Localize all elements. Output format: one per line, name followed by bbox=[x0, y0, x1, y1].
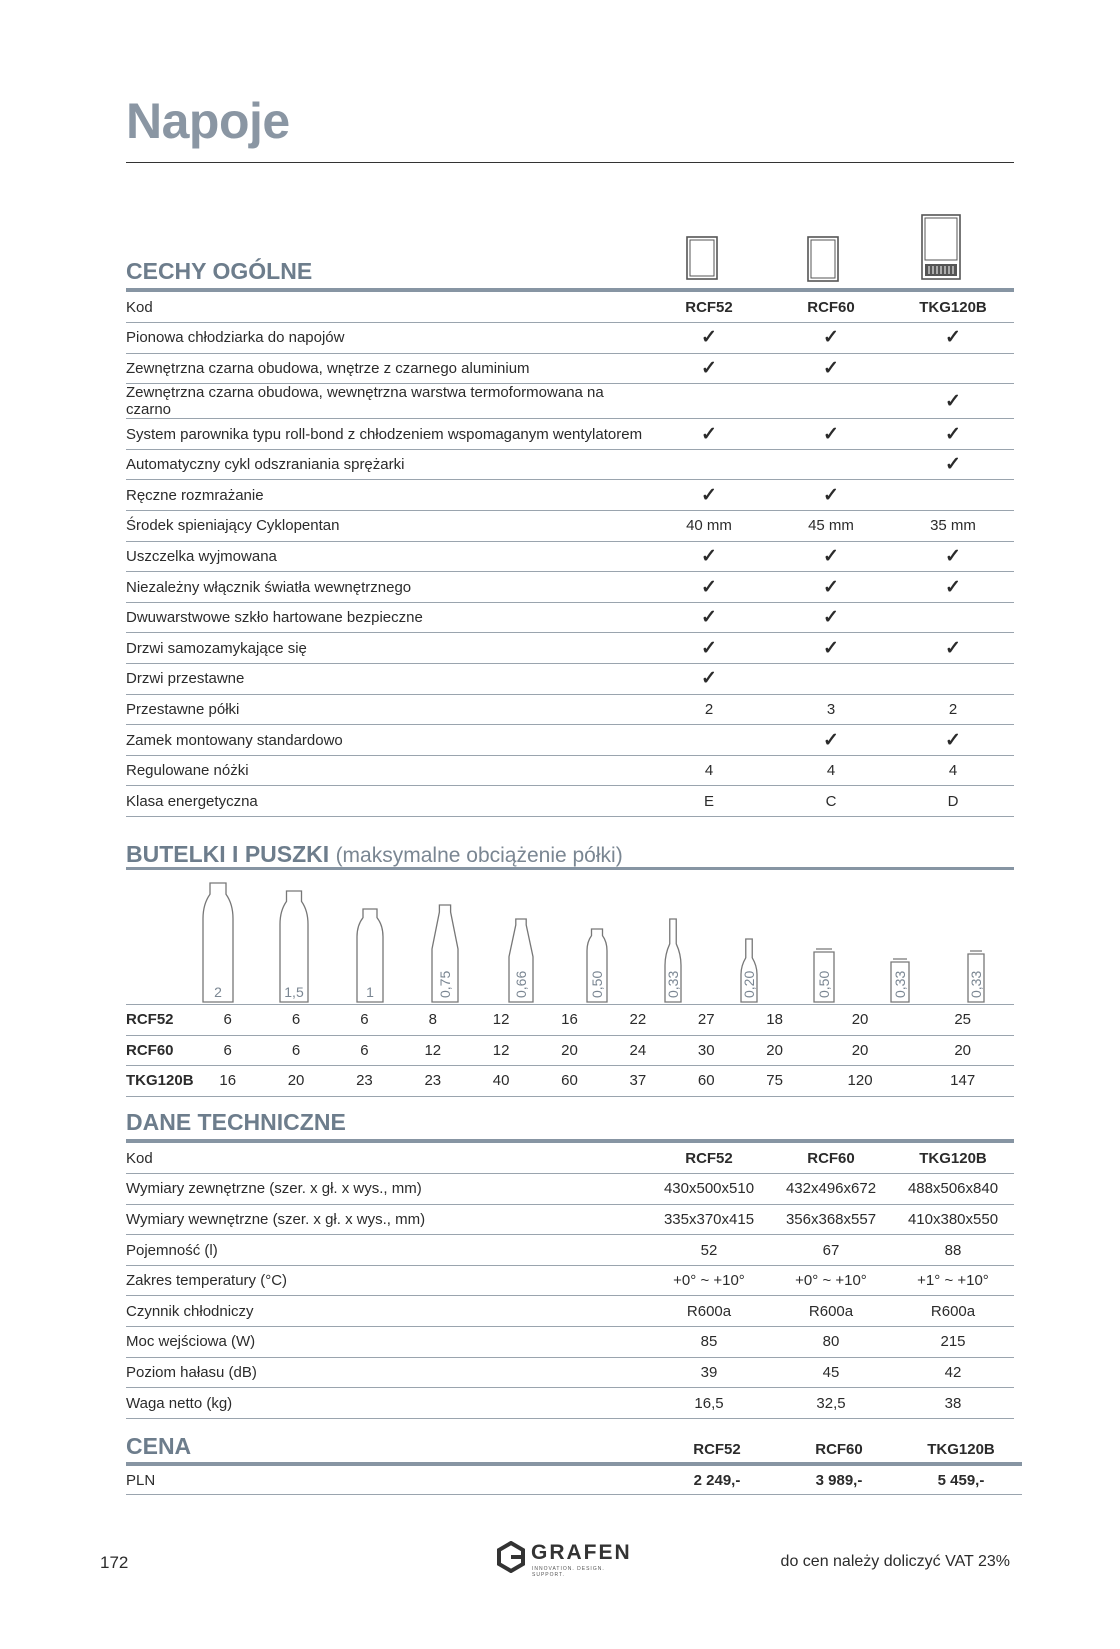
technical-label: Waga netto (kg) bbox=[126, 1388, 648, 1419]
capacity-value: 22 bbox=[604, 1005, 672, 1036]
capacity-value: 6 bbox=[194, 1035, 262, 1066]
bottle-size-label: 0,33 bbox=[892, 970, 909, 998]
grafen-logo bbox=[495, 1539, 632, 1579]
model-header: RCF52 bbox=[648, 1143, 770, 1174]
technical-row bbox=[126, 1235, 1014, 1266]
bottle-icon bbox=[740, 938, 758, 1004]
technical-value: 52 bbox=[648, 1235, 770, 1266]
check-icon: ✓ bbox=[648, 353, 770, 384]
model-header: RCF60 bbox=[770, 1143, 892, 1174]
capacity-value: 20 bbox=[740, 1035, 808, 1066]
price-value: 5 459,- bbox=[900, 1464, 1022, 1495]
fridge-rcf52-icon bbox=[686, 236, 718, 280]
check-icon: ✓ bbox=[770, 323, 892, 354]
model-header: RCF52 bbox=[656, 1428, 778, 1464]
currency-label: PLN bbox=[126, 1464, 656, 1495]
capacity-value: 12 bbox=[467, 1005, 535, 1036]
technical-value: 432x496x672 bbox=[770, 1174, 892, 1205]
feature-value: 2 bbox=[892, 694, 1014, 725]
bottle-capacity-row bbox=[126, 1035, 1014, 1066]
technical-row bbox=[126, 1388, 1014, 1419]
bottle-icon bbox=[664, 918, 682, 1004]
price-table bbox=[126, 1428, 1022, 1495]
technical-value: 430x500x510 bbox=[648, 1174, 770, 1205]
fridge-rcf60-icon bbox=[807, 236, 839, 282]
feature-row bbox=[126, 384, 1014, 419]
page-number: 172 bbox=[100, 1553, 129, 1572]
model-header: RCF52 bbox=[648, 292, 770, 323]
feature-label: Zewnętrzna czarna obudowa, wnętrze z czarnego aluminium bbox=[126, 353, 648, 384]
technical-value: 410x380x550 bbox=[892, 1204, 1014, 1235]
check-icon: ✓ bbox=[648, 572, 770, 603]
feature-row bbox=[126, 323, 1014, 354]
check-icon: ✓ bbox=[892, 419, 1014, 450]
feature-row bbox=[126, 480, 1014, 511]
technical-value: 85 bbox=[648, 1327, 770, 1358]
feature-row bbox=[126, 755, 1014, 786]
feature-value: 40 mm bbox=[648, 511, 770, 542]
model-header: RCF60 bbox=[778, 1428, 900, 1464]
technical-value: R600a bbox=[892, 1296, 1014, 1327]
check-icon: ✓ bbox=[648, 480, 770, 511]
technical-value: +0° ~ +10° bbox=[648, 1265, 770, 1296]
feature-value: D bbox=[892, 786, 1014, 817]
bottle-size-label: 0,50 bbox=[589, 970, 605, 998]
page-title: Napoje bbox=[126, 93, 290, 149]
feature-value: 2 bbox=[648, 694, 770, 725]
bottle-capacity-row bbox=[126, 1066, 1014, 1097]
capacity-value: 60 bbox=[535, 1066, 603, 1097]
price-header-row bbox=[126, 1428, 1022, 1464]
technical-label: Moc wejściowa (W) bbox=[126, 1327, 648, 1358]
capacity-value: 120 bbox=[809, 1066, 912, 1097]
capacity-value: 23 bbox=[330, 1066, 398, 1097]
capacity-value: 30 bbox=[672, 1035, 740, 1066]
bottle-icon bbox=[202, 882, 234, 1004]
capacity-value: 18 bbox=[740, 1005, 808, 1036]
technical-header-row bbox=[126, 1143, 1014, 1174]
feature-label: Automatyczny cykl odszraniania sprężarki bbox=[126, 449, 648, 480]
feature-value: 3 bbox=[770, 694, 892, 725]
feature-value bbox=[892, 664, 1014, 695]
brand-name: GRAFEN bbox=[531, 1541, 632, 1564]
price-heading: CENA bbox=[126, 1433, 192, 1459]
feature-value bbox=[648, 725, 770, 756]
feature-row bbox=[126, 449, 1014, 480]
bottle-size-label: 0,66 bbox=[513, 970, 530, 998]
technical-value: R600a bbox=[648, 1296, 770, 1327]
price-value: 2 249,- bbox=[656, 1464, 778, 1495]
technical-heading: DANE TECHNICZNE bbox=[126, 1109, 346, 1135]
technical-row bbox=[126, 1265, 1014, 1296]
bottles-rule bbox=[126, 867, 1014, 870]
check-icon: ✓ bbox=[648, 602, 770, 633]
capacity-value: 6 bbox=[330, 1035, 398, 1066]
capacity-value: 20 bbox=[809, 1035, 912, 1066]
can-icon bbox=[966, 950, 986, 1004]
bottle-icons bbox=[126, 877, 1014, 1004]
bottle-size-label: 1,5 bbox=[283, 984, 304, 1000]
feature-label: Zewnętrzna czarna obudowa, wewnętrzna warstwa termoformowana na czarno bbox=[126, 384, 648, 419]
capacity-value: 37 bbox=[604, 1066, 672, 1097]
capacity-value: 25 bbox=[911, 1005, 1014, 1036]
capacity-value: 20 bbox=[535, 1035, 603, 1066]
technical-label: Wymiary wewnętrzne (szer. x gł. x wys., mm) bbox=[126, 1204, 648, 1235]
feature-value bbox=[770, 664, 892, 695]
capacity-value: 20 bbox=[262, 1066, 330, 1097]
technical-row bbox=[126, 1327, 1014, 1358]
feature-value bbox=[892, 602, 1014, 633]
technical-label: Poziom hałasu (dB) bbox=[126, 1357, 648, 1388]
technical-value: 215 bbox=[892, 1327, 1014, 1358]
bottle-size-label: 1 bbox=[365, 984, 374, 1000]
technical-label: Czynnik chłodniczy bbox=[126, 1296, 648, 1327]
brand-tagline: INNOVATION. DESIGN. SUPPORT. bbox=[532, 1566, 605, 1578]
capacity-value: 75 bbox=[740, 1066, 808, 1097]
model-header: TKG120B bbox=[892, 1143, 1014, 1174]
check-icon: ✓ bbox=[648, 664, 770, 695]
feature-label: Ręczne rozmrażanie bbox=[126, 480, 648, 511]
bottle-size-label: 0,75 bbox=[437, 970, 454, 998]
technical-value: 80 bbox=[770, 1327, 892, 1358]
bottles-subtitle: (maksymalne obciążenie półki) bbox=[335, 844, 623, 867]
price-value: 3 989,- bbox=[778, 1464, 900, 1495]
bottle-size-label: 0,33 bbox=[968, 970, 985, 998]
check-icon: ✓ bbox=[648, 323, 770, 354]
check-icon: ✓ bbox=[648, 541, 770, 572]
title-divider bbox=[126, 162, 1014, 163]
check-icon: ✓ bbox=[770, 353, 892, 384]
check-icon: ✓ bbox=[770, 480, 892, 511]
capacity-value: 60 bbox=[672, 1066, 740, 1097]
bottle-size-label: 0,33 bbox=[664, 970, 681, 998]
code-label: Kod bbox=[126, 292, 648, 323]
check-icon: ✓ bbox=[770, 419, 892, 450]
feature-label: Środek spieniający Cyklopentan bbox=[126, 511, 648, 542]
bottle-size-label: 2 bbox=[214, 984, 222, 1000]
general-table bbox=[126, 292, 1014, 817]
feature-row bbox=[126, 786, 1014, 817]
check-icon: ✓ bbox=[892, 323, 1014, 354]
model-header: TKG120B bbox=[900, 1428, 1022, 1464]
technical-value: 88 bbox=[892, 1235, 1014, 1266]
capacity-value: 27 bbox=[672, 1005, 740, 1036]
check-icon: ✓ bbox=[892, 725, 1014, 756]
technical-label: Zakres temperatury (°C) bbox=[126, 1265, 648, 1296]
feature-label: System parownika typu roll-bond z chłodzeniem wspomaganym wentylatorem bbox=[126, 419, 648, 450]
technical-value: 38 bbox=[892, 1388, 1014, 1419]
bottle-icon bbox=[586, 928, 608, 1004]
bottle-icon bbox=[356, 908, 384, 1004]
feature-value: C bbox=[770, 786, 892, 817]
bottle-size-label: 0,20 bbox=[740, 970, 757, 998]
can-icon bbox=[889, 958, 911, 1004]
check-icon: ✓ bbox=[770, 541, 892, 572]
capacity-value: 8 bbox=[399, 1005, 467, 1036]
technical-value: 42 bbox=[892, 1357, 1014, 1388]
model-header: TKG120B bbox=[892, 292, 1014, 323]
feature-row bbox=[126, 419, 1014, 450]
technical-row bbox=[126, 1296, 1014, 1327]
feature-value bbox=[770, 449, 892, 480]
feature-label: Niezależny włącznik światła wewnętrznego bbox=[126, 572, 648, 603]
bottle-capacity-row bbox=[126, 1005, 1014, 1036]
technical-value: +1° ~ +10° bbox=[892, 1265, 1014, 1296]
technical-value: 335x370x415 bbox=[648, 1204, 770, 1235]
technical-value: 32,5 bbox=[770, 1388, 892, 1419]
feature-value bbox=[648, 449, 770, 480]
general-heading: CECHY OGÓLNE bbox=[126, 258, 313, 284]
model-label: RCF52 bbox=[126, 1005, 194, 1036]
feature-row bbox=[126, 633, 1014, 664]
model-label: RCF60 bbox=[126, 1035, 194, 1066]
capacity-value: 16 bbox=[535, 1005, 603, 1036]
capacity-value: 40 bbox=[467, 1066, 535, 1097]
bottle-icon bbox=[508, 918, 534, 1004]
bottle-size-label: 0,50 bbox=[816, 970, 833, 998]
check-icon: ✓ bbox=[770, 602, 892, 633]
technical-value: 67 bbox=[770, 1235, 892, 1266]
bottle-icon bbox=[431, 904, 459, 1004]
price-row bbox=[126, 1464, 1022, 1495]
technical-value: 16,5 bbox=[648, 1388, 770, 1419]
feature-row bbox=[126, 541, 1014, 572]
feature-value bbox=[648, 384, 770, 419]
feature-label: Drzwi przestawne bbox=[126, 664, 648, 695]
feature-label: Drzwi samozamykające się bbox=[126, 633, 648, 664]
capacity-value: 20 bbox=[911, 1035, 1014, 1066]
technical-value: 39 bbox=[648, 1357, 770, 1388]
feature-value: 35 mm bbox=[892, 511, 1014, 542]
feature-label: Dwuwarstwowe szkło hartowane bezpieczne bbox=[126, 602, 648, 633]
capacity-value: 6 bbox=[262, 1005, 330, 1036]
check-icon: ✓ bbox=[892, 541, 1014, 572]
bottles-heading bbox=[126, 841, 623, 868]
feature-row bbox=[126, 572, 1014, 603]
bottles-title: BUTELKI I PUSZKI bbox=[126, 841, 330, 867]
feature-value: 4 bbox=[648, 755, 770, 786]
technical-value: 488x506x840 bbox=[892, 1174, 1014, 1205]
check-icon: ✓ bbox=[892, 384, 1014, 419]
capacity-value: 6 bbox=[262, 1035, 330, 1066]
feature-label: Przestawne półki bbox=[126, 694, 648, 725]
technical-label: Wymiary zewnętrzne (szer. x gł. x wys., mm) bbox=[126, 1174, 648, 1205]
capacity-value: 24 bbox=[604, 1035, 672, 1066]
feature-row bbox=[126, 602, 1014, 633]
feature-label: Zamek montowany standardowo bbox=[126, 725, 648, 756]
feature-value bbox=[770, 384, 892, 419]
technical-row bbox=[126, 1174, 1014, 1205]
capacity-value: 6 bbox=[330, 1005, 398, 1036]
check-icon: ✓ bbox=[770, 572, 892, 603]
technical-table bbox=[126, 1143, 1014, 1419]
feature-row bbox=[126, 694, 1014, 725]
capacity-value: 20 bbox=[809, 1005, 912, 1036]
general-header-row bbox=[126, 292, 1014, 323]
technical-label: Pojemność (l) bbox=[126, 1235, 648, 1266]
technical-value: R600a bbox=[770, 1296, 892, 1327]
feature-value: 4 bbox=[770, 755, 892, 786]
feature-row bbox=[126, 664, 1014, 695]
bottles-table bbox=[126, 1004, 1014, 1097]
check-icon: ✓ bbox=[648, 633, 770, 664]
feature-value bbox=[892, 353, 1014, 384]
fridge-tkg120b-icon bbox=[921, 214, 961, 280]
capacity-value: 16 bbox=[194, 1066, 262, 1097]
bottle-icon bbox=[279, 890, 309, 1004]
can-icon bbox=[812, 948, 836, 1004]
check-icon: ✓ bbox=[892, 449, 1014, 480]
code-label: Kod bbox=[126, 1143, 648, 1174]
feature-value: E bbox=[648, 786, 770, 817]
check-icon: ✓ bbox=[892, 572, 1014, 603]
grafen-logo-icon bbox=[495, 1541, 527, 1573]
technical-value: +0° ~ +10° bbox=[770, 1265, 892, 1296]
feature-row bbox=[126, 725, 1014, 756]
check-icon: ✓ bbox=[770, 725, 892, 756]
capacity-value: 12 bbox=[467, 1035, 535, 1066]
capacity-value: 12 bbox=[399, 1035, 467, 1066]
feature-value: 45 mm bbox=[770, 511, 892, 542]
capacity-value: 147 bbox=[911, 1066, 1014, 1097]
model-label: TKG120B bbox=[126, 1066, 194, 1097]
feature-value: 4 bbox=[892, 755, 1014, 786]
technical-value: 356x368x557 bbox=[770, 1204, 892, 1235]
capacity-value: 23 bbox=[399, 1066, 467, 1097]
capacity-value: 6 bbox=[194, 1005, 262, 1036]
check-icon: ✓ bbox=[892, 633, 1014, 664]
check-icon: ✓ bbox=[648, 419, 770, 450]
feature-row bbox=[126, 511, 1014, 542]
model-header: RCF60 bbox=[770, 292, 892, 323]
technical-row bbox=[126, 1204, 1014, 1235]
feature-label: Pionowa chłodziarka do napojów bbox=[126, 323, 648, 354]
feature-label: Uszczelka wyjmowana bbox=[126, 541, 648, 572]
feature-value bbox=[892, 480, 1014, 511]
vat-note: do cen należy doliczyć VAT 23% bbox=[780, 1553, 1010, 1570]
feature-row bbox=[126, 353, 1014, 384]
feature-label: Klasa energetyczna bbox=[126, 786, 648, 817]
check-icon: ✓ bbox=[770, 633, 892, 664]
feature-label: Regulowane nóżki bbox=[126, 755, 648, 786]
technical-row bbox=[126, 1357, 1014, 1388]
technical-value: 45 bbox=[770, 1357, 892, 1388]
